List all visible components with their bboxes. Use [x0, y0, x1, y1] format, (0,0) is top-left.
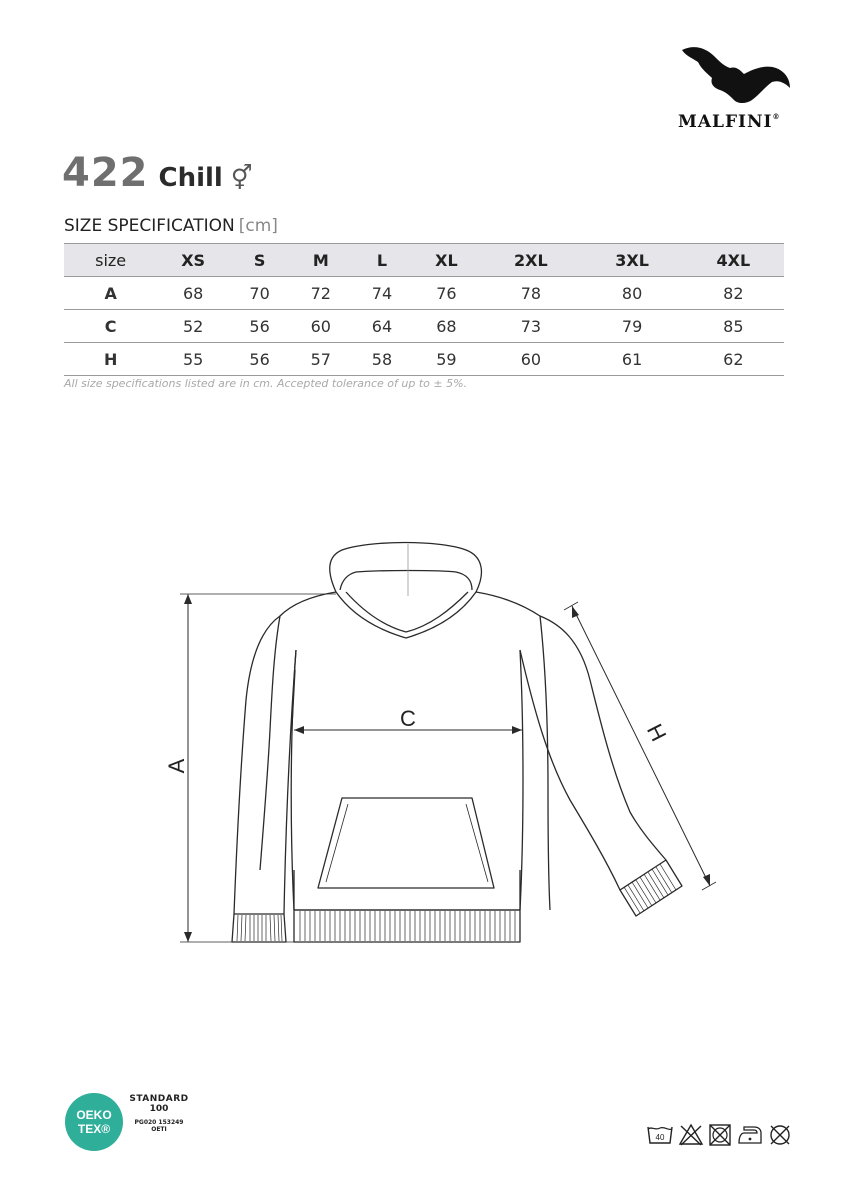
product-name: Chill	[158, 163, 223, 193]
product-title	[62, 150, 253, 198]
standard-label: STANDARD	[129, 1094, 189, 1104]
oeko-tex-details	[124, 1094, 194, 1133]
brand-registered-mark: ®	[772, 112, 781, 121]
label-c: C	[400, 706, 416, 731]
row-label: A	[64, 277, 157, 310]
malfini-logo	[674, 44, 802, 136]
size-table	[64, 243, 784, 376]
row-label: H	[64, 343, 157, 376]
iron-icon	[736, 1123, 764, 1149]
hood-outline	[330, 543, 482, 593]
table-cell: 70	[229, 277, 290, 310]
table-cell: 59	[413, 343, 481, 376]
table-cell: 61	[582, 343, 683, 376]
spec-heading	[64, 216, 278, 236]
spec-heading-label: SIZE SPECIFICATION	[64, 216, 235, 236]
hoodie-diagram	[150, 530, 730, 960]
tex-text: TEX®	[77, 1122, 111, 1136]
eagle-logo-icon	[680, 44, 792, 108]
column-header: L	[351, 244, 412, 277]
no-tumble-dry-icon	[708, 1123, 732, 1149]
label-h: H	[641, 719, 672, 746]
certificate-number: PG020 153249	[134, 1119, 184, 1126]
table-cell: 72	[290, 277, 351, 310]
column-header: XS	[157, 244, 229, 277]
table-cell: 73	[480, 310, 581, 343]
wash-temperature: 40	[655, 1133, 665, 1142]
column-header: 3XL	[582, 244, 683, 277]
table-cell: 64	[351, 310, 412, 343]
label-a: A	[164, 758, 189, 774]
column-header: M	[290, 244, 351, 277]
size-table-header	[64, 244, 784, 277]
waistband	[294, 910, 520, 942]
table-cell: 55	[157, 343, 229, 376]
no-bleach-icon	[678, 1123, 704, 1149]
table-cell: 57	[290, 343, 351, 376]
tolerance-note: All size specifications listed are in cm. Accepted tolerance of up to ± 5%.	[64, 377, 468, 390]
brand-wordmark	[678, 112, 780, 132]
no-dry-clean-icon	[768, 1123, 792, 1149]
table-cell: 76	[413, 277, 481, 310]
column-header: 2XL	[480, 244, 581, 277]
table-cell: 68	[413, 310, 481, 343]
standard-number: 100	[149, 1104, 169, 1114]
table-cell: 56	[229, 310, 290, 343]
spec-unit: [cm]	[238, 216, 278, 236]
column-header: size	[64, 244, 157, 277]
table-cell: 56	[229, 343, 290, 376]
table-row	[64, 277, 784, 310]
table-cell: 82	[683, 277, 784, 310]
table-cell: 79	[582, 310, 683, 343]
table-cell: 68	[157, 277, 229, 310]
table-cell: 60	[480, 343, 581, 376]
institute-name: OETI	[151, 1126, 167, 1133]
right-cuff	[620, 860, 682, 916]
column-header: 4XL	[683, 244, 784, 277]
table-row	[64, 310, 784, 343]
row-label: C	[64, 310, 157, 343]
unisex-icon: ⚥	[230, 164, 253, 192]
table-row	[64, 343, 784, 376]
table-cell: 58	[351, 343, 412, 376]
table-cell: 78	[480, 277, 581, 310]
table-cell: 60	[290, 310, 351, 343]
table-cell: 52	[157, 310, 229, 343]
wash-40-icon	[646, 1123, 674, 1149]
care-symbols	[646, 1123, 792, 1149]
oeko-text: OEKO	[76, 1108, 112, 1122]
hood-inner	[340, 571, 472, 591]
table-cell: 85	[683, 310, 784, 343]
body-outline	[260, 592, 550, 910]
table-cell: 74	[351, 277, 412, 310]
column-header: XL	[413, 244, 481, 277]
product-number: 422	[62, 150, 149, 196]
table-cell: 62	[683, 343, 784, 376]
oeko-tex-badge	[64, 1092, 124, 1152]
brand-name: MALFINI	[678, 112, 773, 132]
kangaroo-pocket	[318, 798, 494, 888]
measure-h	[564, 602, 716, 890]
table-cell: 80	[582, 277, 683, 310]
column-header: S	[229, 244, 290, 277]
left-sleeve	[234, 616, 296, 914]
